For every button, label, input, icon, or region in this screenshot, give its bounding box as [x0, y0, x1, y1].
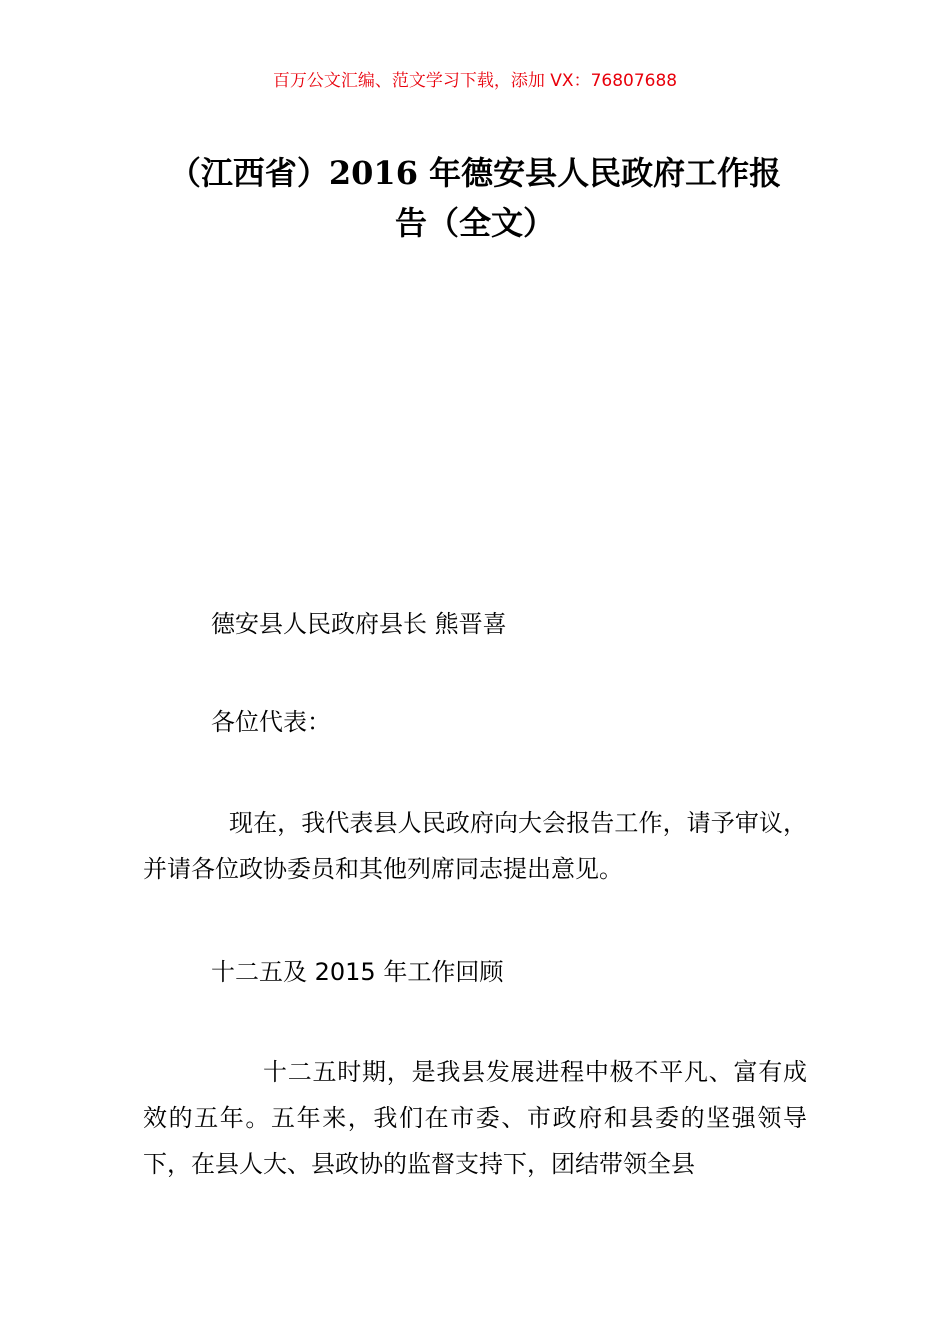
paragraph-intro: 现在，我代表县人民政府向大会报告工作，请予审议，并请各位政协委员和其他列席同志提出意见。 — [143, 809, 807, 883]
title-line-2: 告（全文） — [394, 204, 555, 242]
paragraph-review: 十二五时期，是我县发展进程中极不平凡、富有成效的五年。五年来，我们在市委、市政府和县委的坚强领导下，在县人大、县政协的监督支持下，团结带领全县 — [143, 1058, 807, 1178]
watermark-header: 百万公文汇编、范文学习下载，添加 VX：76807688 — [272, 71, 678, 91]
document-title — [143, 148, 807, 248]
section-heading: 十二五及 2015 年工作回顾 — [211, 958, 504, 986]
title-line-1: （江西省）2016 年德安县人民政府工作报 — [168, 154, 782, 192]
author-line: 德安县人民政府县长 熊晋喜 — [211, 610, 507, 638]
salutation: 各位代表： — [211, 708, 331, 736]
